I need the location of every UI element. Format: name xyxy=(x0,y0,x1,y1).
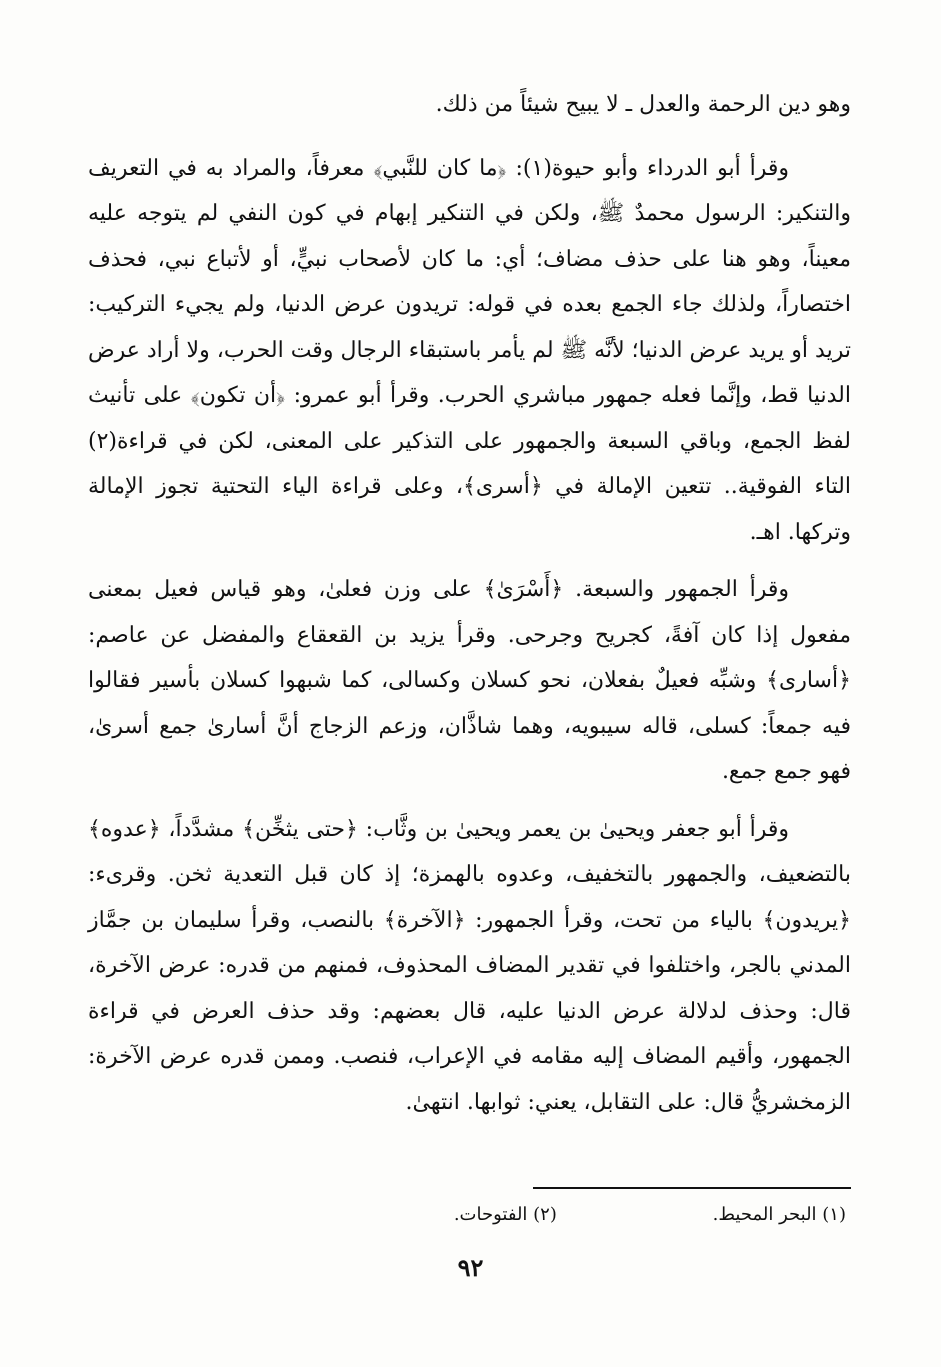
main-text xyxy=(88,82,851,1125)
paragraph-yuthkhin: وقرأ أبو جعفر ويحيىٰ بن يعمر ويحيىٰ بن وثَّاب: ﴿حتى يثخِّن﴾ مشدَّداً، ﴿عدوه﴾ بالتضعيف، والجمهور بالتخفيف، وعدوه بالهمزة؛ إذ كان قبل التعدية ثخن. وقرىء: ﴿يريدون﴾ بالياء من تحت، وقرأ الجمهور: ﴿الآخرة﴾ بالنصب، وقرأ سليمان بن جمَّاز المدني بالجر، واختلفوا في تقدير المضاف المحذوف، فمنهم من قدره: عرض الآخرة، قال: وحذف لدلالة عرض الدنيا عليه، قال بعضهم: وقد حذف العرض في قراءة الجمهور، وأقيم المضاف إليه مقامه في الإعراب، فنصب. وممن قدره عرض الآخرة: الزمخشريُّ قال: على التقابل، يعني: ثوابها. انتهىٰ. xyxy=(88,816,851,1115)
page-number: ٩٢ xyxy=(457,1253,484,1282)
paragraph-asra: وقرأ الجمهور والسبعة. ﴿أَسْرَىٰ﴾ على وزن فعلىٰ، وهو قياس فعيل بمعنى مفعول إذا كان آفةً، كجريح وجرحى. وقرأ يزيد بن القعقاع والمفضل عن عاصم: ﴿أسارى﴾ وشبِّه فعيلٌ بفعلان، نحو كسلان وكسالى، كما شبهوا كسلان بأسير فقالوا فيه جمعاً: كسلى، قاله سيبويه، وهما شاذَّان، وزعم الزجاج أنَّ أسارىٰ جمع أسرىٰ، فهو جمع جمع. xyxy=(88,577,851,784)
paragraph-continuation: وهو دين الرحمة والعدل ـ لا يبيح شيئاً من ذلك. xyxy=(435,92,851,117)
footnote-separator xyxy=(533,1187,851,1189)
footnotes xyxy=(90,1198,846,1232)
footnote-2: (٢) الفتوحات. xyxy=(453,1204,557,1225)
footnote-1: (١) البحر المحيط. xyxy=(712,1204,846,1225)
paragraph-qiraat-nabi: وقرأ أبو الدرداء وأبو حيوة(١): ﴿ما كان للنَّبي﴾ معرفاً، والمراد به في التعريف والتنكير: الرسول محمدٌ ﷺ، ولكن في التنكير إبهام في كون النفي لم يتوجه عليه معيناً، وهو هنا على حذف مضاف؛ أي: ما كان لأصحاب نبيٍّ، أو لأتباع نبي، فحذف اختصاراً، ولذلك جاء الجمع بعده في قوله: تريدون عرض الدنيا، ولم يجيء التركيب: تريد أو يريد عرض الدنيا؛ لأنَّه ﷺ لم يأمر باستبقاء الرجال وقت الحرب، ولا أراد عرض الدنيا قط، وإنَّما فعله جمهور مباشري الحرب. وقرأ أبو عمرو: ﴿أن تكون﴾ على تأنيث لفظ الجمع، وباقي السبعة والجمهور على التذكير على المعنى، لكن في قراءة(٢) التاء الفوقية.. تتعين الإمالة في ﴿أسرى﴾، وعلى قراءة الياء التحتية تجوز الإمالة وتركها. اهـ. xyxy=(88,155,851,545)
